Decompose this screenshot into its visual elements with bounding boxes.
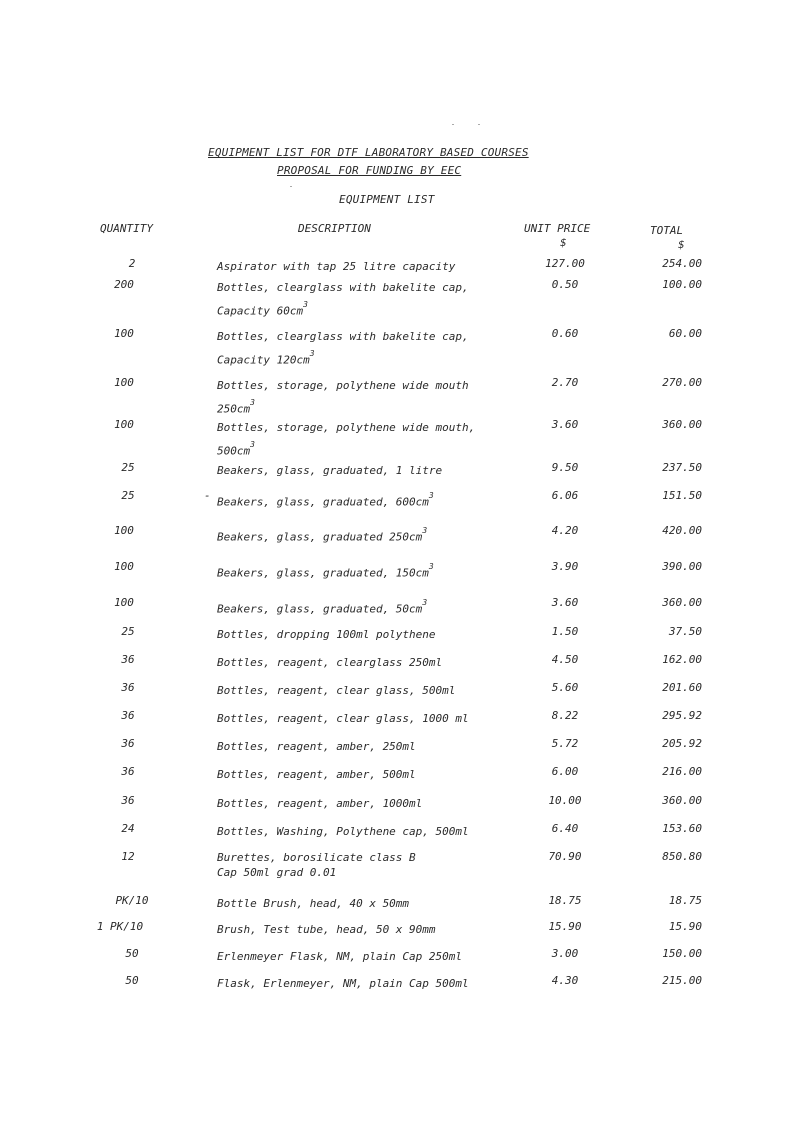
description-text-line2: $500cm^3$ xyxy=(217,440,255,458)
description-text: Bottles, clearglass with bakelite cap, xyxy=(217,281,469,294)
quantity-cell: 25 xyxy=(121,461,135,474)
total-cell: 216.00 xyxy=(662,765,702,778)
description-cell xyxy=(217,947,517,967)
unit-price-cell: 3.00 xyxy=(551,947,579,960)
quantity-cell: 1 PK/10 xyxy=(96,920,144,933)
header-unit-currency: $ xyxy=(560,236,567,249)
total-cell: 254.00 xyxy=(662,257,702,270)
description-text: Bottles, dropping 100ml polythene xyxy=(217,628,436,641)
quantity-cell: 36 xyxy=(121,765,135,778)
description-text-line2: $250cm^3$ xyxy=(217,398,255,416)
unit-price-cell: 2.70 xyxy=(551,376,579,389)
description-text: Burettes, borosilicate class B xyxy=(217,851,416,864)
description-cell xyxy=(217,920,517,940)
description-text: Bottles, clearglass with bakelite cap, xyxy=(217,330,469,343)
unit-price-cell: 6.00 xyxy=(551,765,579,778)
quantity-cell: 36 xyxy=(121,681,135,694)
unit-price-cell: 70.90 xyxy=(548,850,582,863)
unit-price-cell: 5.72 xyxy=(551,737,579,750)
total-cell: 237.50 xyxy=(662,461,702,474)
unit-price-cell: 0.50 xyxy=(551,278,579,291)
total-cell: 360.00 xyxy=(662,418,702,431)
total-cell: 360.00 xyxy=(662,596,702,609)
total-cell: 850.80 xyxy=(662,850,702,863)
unit-price-cell: 3.60 xyxy=(551,418,579,431)
description-text: Beakers, glass, graduated, 50cm xyxy=(217,602,423,616)
description-text: Beakers, glass, graduated, 1 litre xyxy=(217,464,443,477)
description-text: Brush, Test tube, head, 50 x 90mm xyxy=(217,923,436,936)
quantity-cell: 100 xyxy=(114,524,134,537)
scan-speck xyxy=(478,124,480,125)
unit-price-cell: 4.50 xyxy=(551,653,579,666)
description-cell xyxy=(217,737,517,757)
unit-price-cell: 4.20 xyxy=(551,524,579,537)
unit-price-cell: 0.60 xyxy=(551,327,579,340)
description-cell xyxy=(217,894,517,914)
quantity-cell: 36 xyxy=(121,653,135,666)
quantity-cell: 25 xyxy=(121,625,135,638)
total-cell: 18.75 xyxy=(668,894,702,907)
quantity-cell: 100 xyxy=(114,418,134,431)
description-cell xyxy=(217,765,517,785)
description-text: Bottles, storage, polythene wide mouth, xyxy=(217,421,476,434)
description-cell xyxy=(217,376,517,420)
description-text-line2: Capacity $120cm^3$ xyxy=(217,349,315,367)
main-title: EQUIPMENT LIST FOR DTF LABORATORY BASED COURSES xyxy=(208,146,529,159)
total-cell: 205.92 xyxy=(662,737,702,750)
description-cell: Beakers, glass, graduated, $600cm^3$ xyxy=(217,491,434,509)
quantity-cell: 12 xyxy=(121,850,135,863)
list-title: EQUIPMENT LIST xyxy=(339,193,435,206)
description-text: Bottles, reagent, clear glass, 500ml xyxy=(217,684,456,697)
description-text-line2: Cap 50ml grad 0.01 xyxy=(217,866,337,879)
quantity-cell: 100 xyxy=(114,560,134,573)
description-cell xyxy=(217,418,517,462)
unit-price-cell: 15.90 xyxy=(548,920,582,933)
total-cell: 151.50 xyxy=(662,489,702,502)
quantity-cell: 50 xyxy=(125,974,139,987)
unit-price-cell: 6.06 xyxy=(551,489,579,502)
description-text: Bottle Brush, head, 40 x 50mm xyxy=(217,897,410,910)
unit-price-cell: 1.50 xyxy=(551,625,579,638)
unit-price-cell: 5.60 xyxy=(551,681,579,694)
quantity-cell: 36 xyxy=(121,709,135,722)
quantity-cell: 36 xyxy=(121,737,135,750)
description-cell xyxy=(217,653,517,673)
description-cell xyxy=(217,461,517,481)
header-description: DESCRIPTION xyxy=(298,222,371,235)
description-cell xyxy=(217,625,517,645)
description-text: Beakers, glass, graduated, 150cm xyxy=(217,566,429,580)
description-cell: Beakers, glass, graduated, $50cm^3$ xyxy=(217,598,428,616)
unit-price-cell: 127.00 xyxy=(545,257,585,270)
header-total: TOTAL xyxy=(650,224,684,237)
description-text: Bottles, storage, polythene wide mouth xyxy=(217,379,469,392)
quantity-cell: 50 xyxy=(125,947,139,960)
quantity-cell: 100 xyxy=(114,376,134,389)
unit-price-cell: 3.90 xyxy=(551,560,579,573)
total-cell: 153.60 xyxy=(662,822,702,835)
total-cell: 60.00 xyxy=(668,327,702,340)
description-text: Aspirator with tap 25 litre capacity xyxy=(217,260,456,273)
header-unit-price: UNIT PRICE xyxy=(524,222,591,235)
unit-price-cell: 3.60 xyxy=(551,596,579,609)
unit-price-cell: 8.22 xyxy=(551,709,579,722)
header-quantity: QUANTITY xyxy=(100,222,153,235)
unit-price-cell: 6.40 xyxy=(551,822,579,835)
total-cell: 15.90 xyxy=(668,920,702,933)
quantity-cell: PK/10 xyxy=(115,894,149,907)
quantity-cell: 2 xyxy=(128,257,136,270)
description-cell xyxy=(217,850,517,880)
total-cell: 150.00 xyxy=(662,947,702,960)
description-cell: Beakers, glass, graduated $250cm^3$ xyxy=(217,526,428,544)
total-cell: 390.00 xyxy=(662,560,702,573)
total-cell: 37.50 xyxy=(668,625,702,638)
unit-price-cell: 18.75 xyxy=(548,894,582,907)
description-cell xyxy=(217,794,517,814)
quantity-cell: 25 xyxy=(121,489,135,502)
total-cell: 360.00 xyxy=(662,794,702,807)
description-text: Erlenmeyer Flask, NM, plain Cap 250ml xyxy=(217,950,463,963)
quantity-cell: 200 xyxy=(114,278,134,291)
quantity-cell: 36 xyxy=(121,794,135,807)
description-text: Beakers, glass, graduated 250cm xyxy=(217,530,423,544)
description-text-line2: Capacity $60cm^3$ xyxy=(217,300,308,318)
description-text: Bottles, reagent, amber, 500ml xyxy=(217,768,416,781)
description-text: Bottles, Washing, Polythene cap, 500ml xyxy=(217,825,469,838)
scan-speck xyxy=(452,124,454,125)
unit-price-cell: 9.50 xyxy=(551,461,579,474)
description-cell xyxy=(217,681,517,701)
description-cell xyxy=(217,709,517,729)
total-cell: 215.00 xyxy=(662,974,702,987)
description-cell xyxy=(217,822,517,842)
quantity-cell: 24 xyxy=(121,822,135,835)
description-cell xyxy=(217,257,517,277)
total-cell: 162.00 xyxy=(662,653,702,666)
description-text: Bottles, reagent, amber, 1000ml xyxy=(217,797,423,810)
total-cell: 270.00 xyxy=(662,376,702,389)
description-cell xyxy=(217,327,517,371)
description-cell: Beakers, glass, graduated, $150cm^3$ xyxy=(217,562,434,580)
margin-dash: - xyxy=(204,489,211,502)
unit-price-cell: 4.30 xyxy=(551,974,579,987)
description-text: Bottles, reagent, clear glass, 1000 ml xyxy=(217,712,469,725)
header-total-currency: $ xyxy=(678,238,685,251)
total-cell: 100.00 xyxy=(662,278,702,291)
description-text: Bottles, reagent, amber, 250ml xyxy=(217,740,416,753)
sub-title: PROPOSAL FOR FUNDING BY EEC xyxy=(277,164,462,177)
description-text: Beakers, glass, graduated, 600cm xyxy=(217,495,429,509)
total-cell: 201.60 xyxy=(662,681,702,694)
description-cell xyxy=(217,974,517,994)
description-text: Bottles, reagent, clearglass 250ml xyxy=(217,656,443,669)
scan-speck xyxy=(290,186,292,187)
total-cell: 420.00 xyxy=(662,524,702,537)
quantity-cell: 100 xyxy=(114,596,134,609)
description-text: Flask, Erlenmeyer, NM, plain Cap 500ml xyxy=(217,977,469,990)
quantity-cell: 100 xyxy=(114,327,134,340)
unit-price-cell: 10.00 xyxy=(548,794,582,807)
description-cell xyxy=(217,278,517,322)
total-cell: 295.92 xyxy=(662,709,702,722)
